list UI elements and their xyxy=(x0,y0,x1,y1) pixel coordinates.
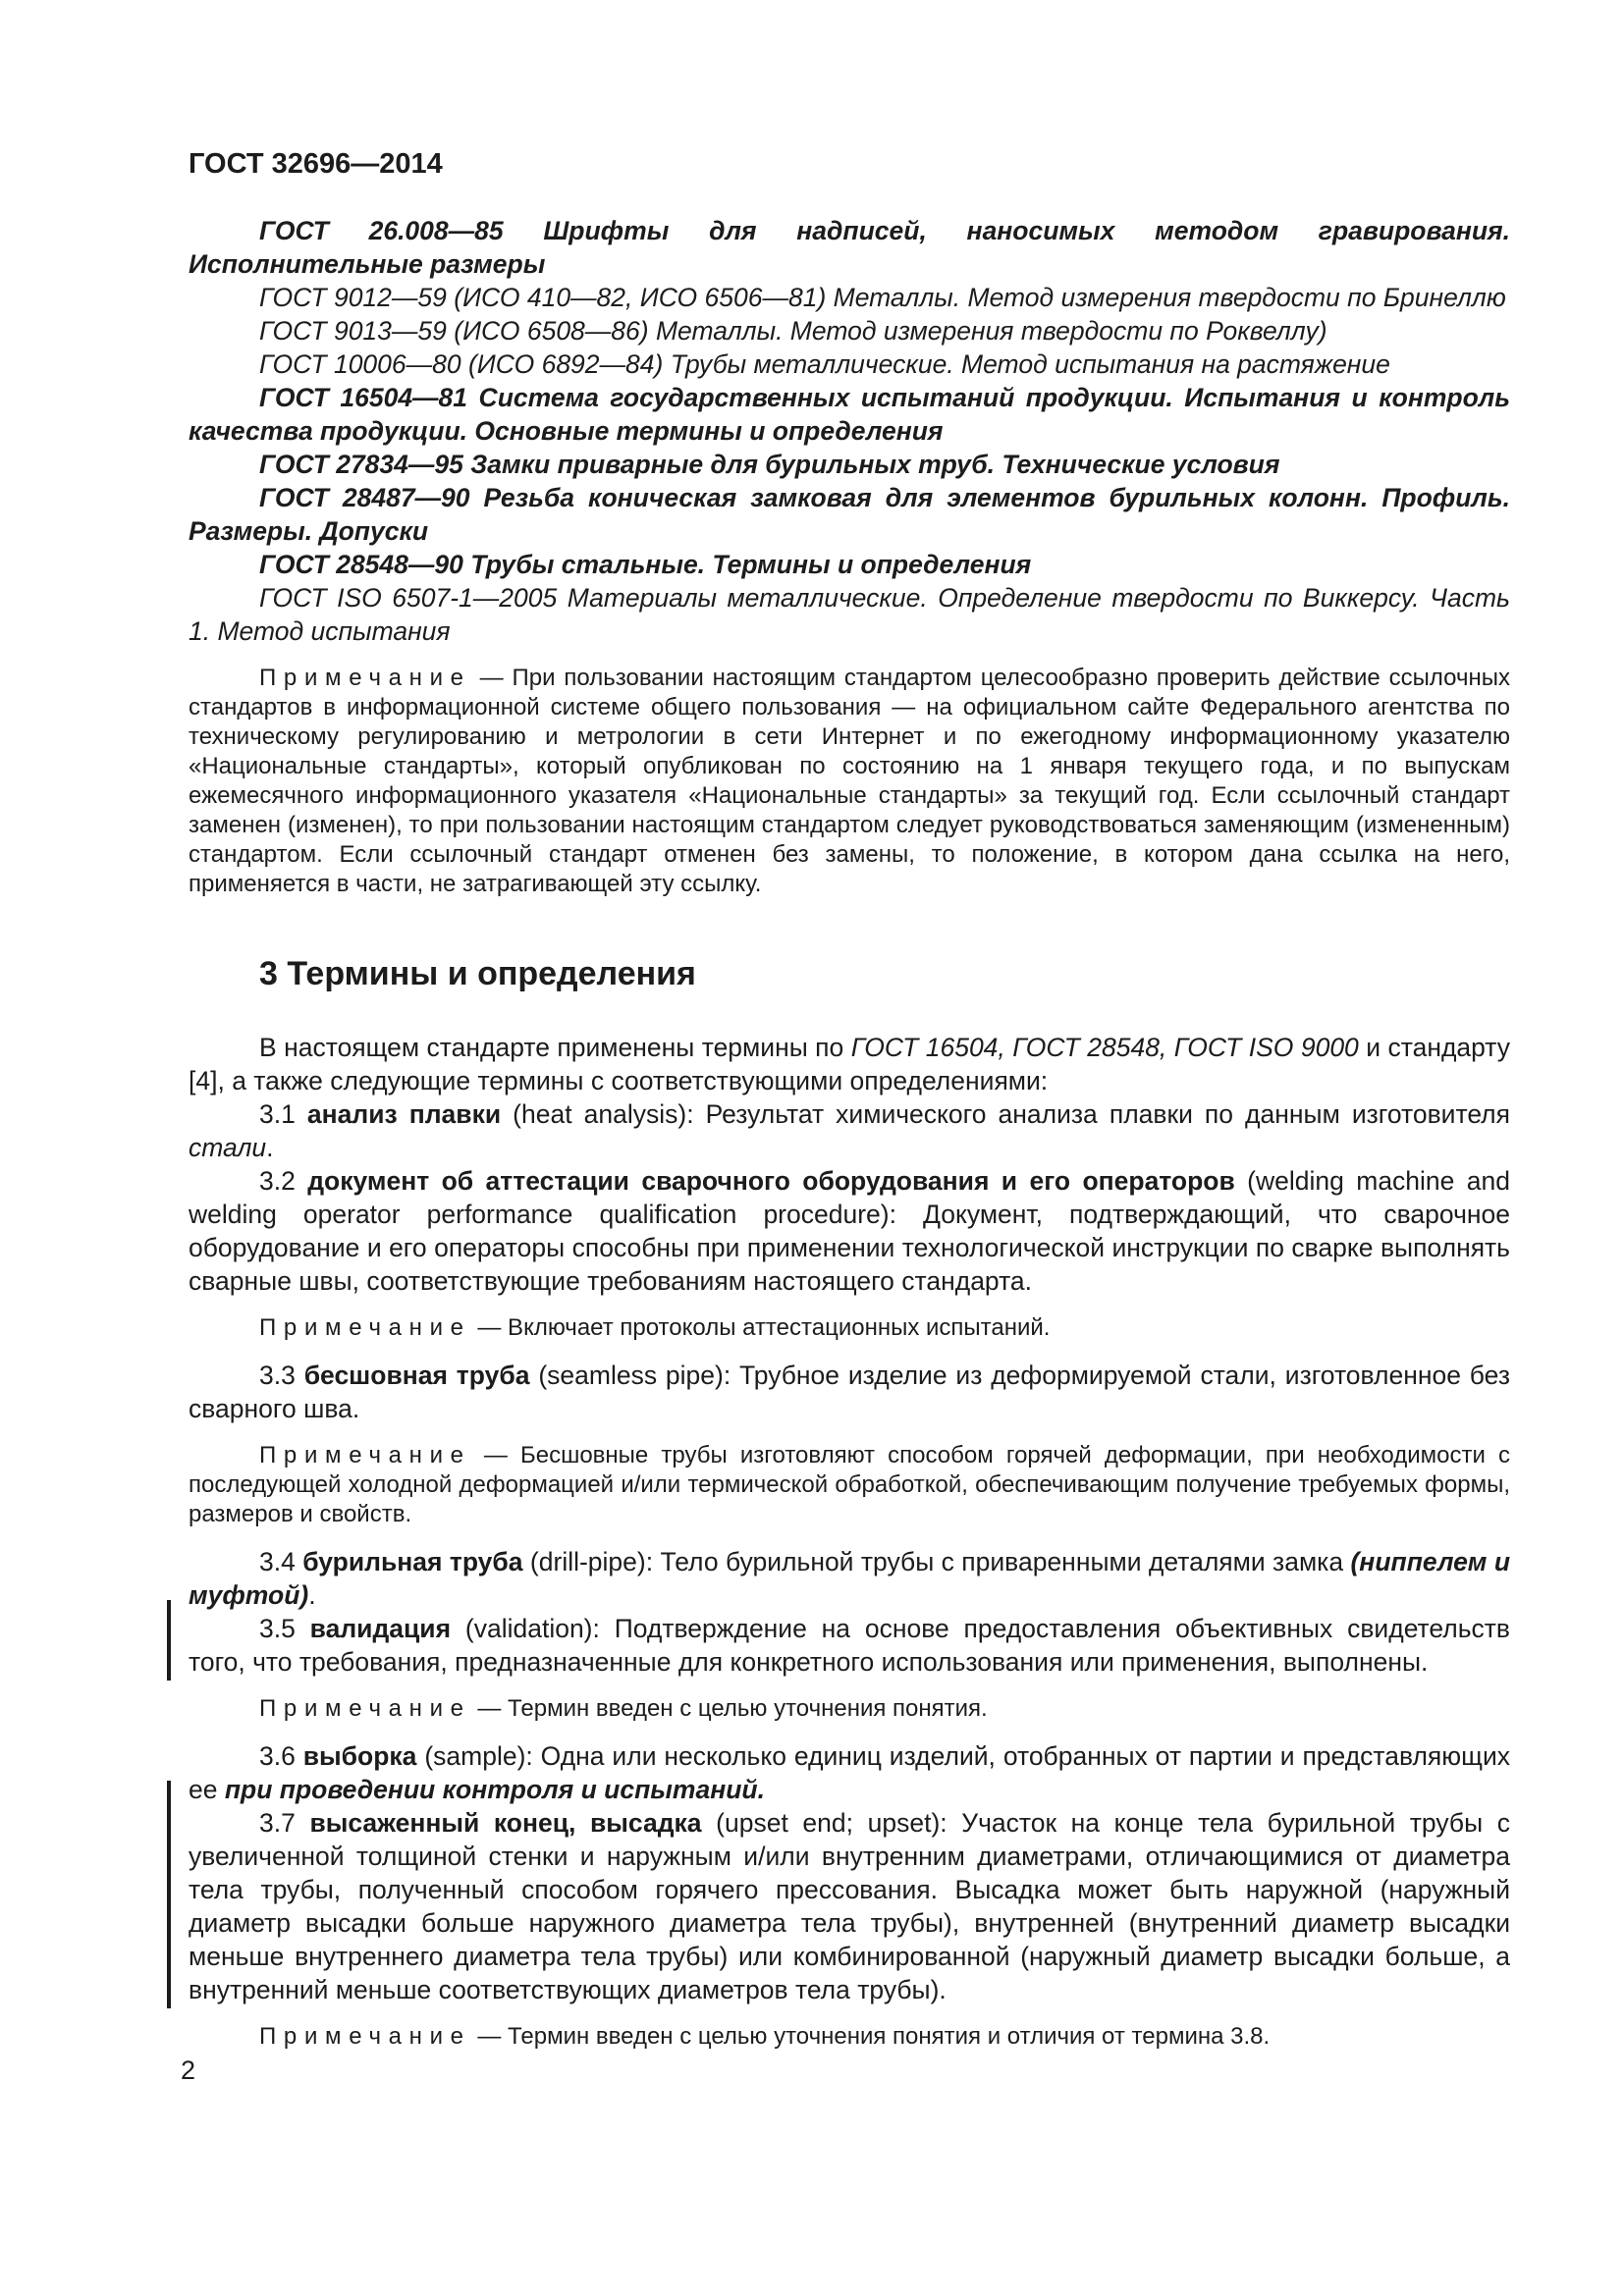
term-definition-text: (upset end; upset): Участок на конце тела бурильной трубы с увеличенной толщиной стенки и наружным и/или внутренним диаметрами, отличающимися от диаметра тела трубы, полученный способом горячего прессования. Высадка может быть наружной (наружный диаметр высадки больше наружного диаметра тела трубы), внутренней (внутренний диаметр высадки меньше внутреннего диаметра тела трубы) или комбинированной (наружный диаметр высадки больше, а внутренний меньше соответствующих диаметров тела трубы). xyxy=(189,1808,1510,2004)
term-definition-text: (seamless pipe): Трубное изделие из деформируемой стали, изготовленное без сварного шва. xyxy=(189,1361,1510,1423)
note-label: Примечание xyxy=(259,1314,471,1341)
reference-item: ГОСТ ISO 6507-1—2005 Материалы металлические. Определение твердости по Виккерсу. Часть 1. Метод испытания xyxy=(189,583,1510,646)
term-3-5 xyxy=(189,1612,1510,1679)
reference-item: ГОСТ 10006—80 (ИСО 6892—84) Трубы металлические. Метод испытания на растяжение xyxy=(259,349,1390,379)
note-label: Примечание xyxy=(259,1442,471,1468)
standards-availability-note xyxy=(189,664,1510,899)
term-number: 3.5 xyxy=(259,1614,310,1643)
term-emphasis: стали xyxy=(189,1133,267,1162)
term-3-3 xyxy=(189,1359,1510,1425)
reference-item: ГОСТ 16504—81 Система государственных испытаний продукции. Испытания и контроль качества продукции. Основные термины и определения xyxy=(189,383,1510,446)
note-text: — Бесшовные трубы изготовляют способом горячей деформации, при необходимости с последующей холодной деформацией и/или термической обработкой, обеспечивающим получение требуемых формы, размеров и свойств. xyxy=(189,1442,1510,1527)
reference-item: ГОСТ 9013—59 (ИСО 6508—86) Металлы. Метод измерения твердости по Роквеллу) xyxy=(259,316,1327,346)
term-name: бурильная труба xyxy=(302,1547,523,1576)
term-name: бесшовная труба xyxy=(303,1361,530,1390)
term-number: 3.4 xyxy=(259,1547,303,1576)
term-emphasis: (ниппелем и муфтой) xyxy=(189,1547,1511,1610)
term-3-6 xyxy=(189,1739,1510,1806)
note-label: Примечание xyxy=(259,2023,471,2050)
term-3-1 xyxy=(189,1097,1510,1164)
normative-references-section xyxy=(189,214,1510,648)
reference-item: ГОСТ 26.008—85 Шрифты для надписей, наносимых методом гравирования. Исполнительные размеры xyxy=(189,216,1510,279)
reference-item: ГОСТ 9012—59 (ИСО 410—82, ИСО 6506—81) Металлы. Метод измерения твердости по Бринеллю xyxy=(259,283,1506,312)
term-3-2 xyxy=(189,1164,1510,1298)
section-heading: 3 Термины и определения xyxy=(259,955,696,992)
term-number: 3.1 xyxy=(259,1099,307,1129)
term-definition-text: (validation): Подтверждение на основе предоставления объективных свидетельств того, что требования, предназначенные для конкретного использования или применения, выполнены. xyxy=(189,1614,1510,1677)
term-definition-text: (drill-pipe): Тело бурильной трубы с приваренными деталями замка xyxy=(522,1547,1351,1576)
note-3-7 xyxy=(189,2022,1510,2052)
term-name: выборка xyxy=(302,1741,417,1771)
term-number: 3.6 xyxy=(259,1741,303,1771)
term-name: анализ плавки xyxy=(306,1099,502,1129)
term-definition-tail: . xyxy=(266,1133,274,1162)
note-3-5 xyxy=(189,1694,1510,1724)
change-bar xyxy=(167,1600,171,1681)
term-name: высаженный конец, высадка xyxy=(309,1808,702,1838)
page-header-code: ГОСТ 32696—2014 xyxy=(189,148,443,180)
term-emphasis: при проведении контроля и испытаний. xyxy=(224,1775,765,1804)
reference-item: ГОСТ 28487—90 Резьба коническая замковая для элементов бурильных колонн. Профиль. Размеры. Допуски xyxy=(189,483,1510,546)
note-3-3 xyxy=(189,1441,1510,1529)
intro-lead: В настоящем стандарте применены термины по xyxy=(259,1033,851,1062)
term-3-7 xyxy=(189,1806,1510,2006)
change-bar xyxy=(167,1781,171,2008)
term-definition-text: (welding machine and welding operator performance qualification procedure): Документ, подтверждающий, что сварочное оборудование и его операторы способны при применении технологической инструкции по сварке выполнять сварные швы, соответствующие требованиям настоящего стандарта. xyxy=(189,1166,1511,1296)
term-definition-tail: . xyxy=(308,1580,316,1610)
section-intro-paragraph xyxy=(189,1031,1510,1097)
term-definition-text: (sample): Одна или несколько единиц изделий, отобранных от партии и представляющих ее xyxy=(189,1741,1511,1804)
term-name: документ об аттестации сварочного оборудования и его операторов xyxy=(307,1166,1235,1196)
note-text: — Термин введен с целью уточнения понятия. xyxy=(470,1695,988,1722)
term-number: 3.3 xyxy=(259,1361,304,1390)
intro-standards-refs: ГОСТ 16504, ГОСТ 28548, ГОСТ ISO 9000 xyxy=(850,1033,1359,1062)
term-number: 3.7 xyxy=(259,1808,310,1838)
term-3-4 xyxy=(189,1545,1510,1612)
term-number: 3.2 xyxy=(259,1166,308,1196)
note-text: — Включает протоколы аттестационных испытаний. xyxy=(470,1314,1051,1341)
term-name: валидация xyxy=(309,1614,452,1643)
note-text: — Термин введен с целью уточнения понятия и отличия от термина 3.8. xyxy=(470,2023,1271,2050)
note-text: — При пользовании настоящим стандартом целесообразно проверить действие ссылочных стандартов в информационной системе общего пользования — на официальном сайте Федерального агентства по техническому регулированию и метрологии в сети Интернет и по ежегодному информационному указателю «Национальные стандарты», который опубликован по состоянию на 1 января текущего года, и по выпускам ежемесячного информационного указателя «Национальные стандарты» за текущий год. Если ссылочный стандарт заменен (изменен), то при пользовании настоящим стандартом следует руководствоваться заменяющим (измененным) стандартом. Если ссылочный стандарт отменен без замены, то положение, в котором дана ссылка на него, применяется в части, не затрагивающей эту ссылку. xyxy=(189,665,1510,897)
note-label: Примечание xyxy=(259,1695,471,1722)
note-label: Примечание xyxy=(259,665,471,691)
reference-item: ГОСТ 28548—90 Трубы стальные. Термины и определения xyxy=(259,550,1032,579)
intro-tail: и стандарту [4], а также следующие термины с соответствующими определениями: xyxy=(189,1033,1510,1095)
note-3-2 xyxy=(189,1313,1510,1343)
term-definition-text: (heat analysis): Результат химического анализа плавки по данным изготовителя xyxy=(501,1099,1510,1129)
reference-item: ГОСТ 27834—95 Замки приварные для бурильных труб. Технические условия xyxy=(259,450,1280,479)
page-number: 2 xyxy=(181,2056,196,2085)
